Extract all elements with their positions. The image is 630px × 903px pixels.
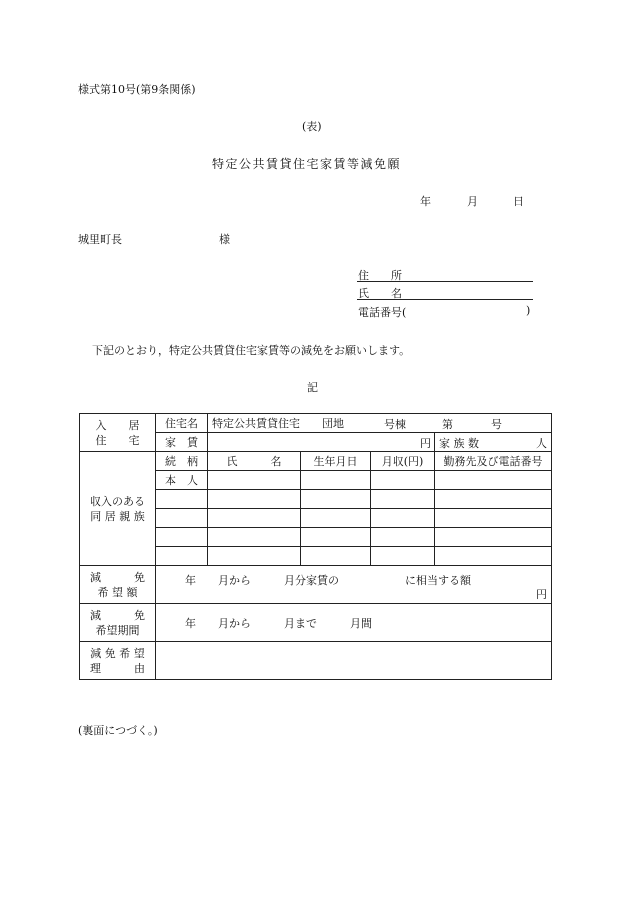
resident-housing-label: 入 居 住 宅 bbox=[80, 414, 156, 452]
cell-input[interactable] bbox=[435, 490, 552, 509]
rent-yen-unit: 円 bbox=[420, 437, 431, 450]
continued-note: (裏面につづく。) bbox=[78, 724, 158, 737]
housing-name-label: 住宅名 bbox=[156, 414, 208, 433]
applicant-address-label: 住 所 bbox=[358, 269, 402, 282]
document-title: 特定公共賃貸住宅家賃等減免願 bbox=[212, 157, 402, 171]
date-month: 月 bbox=[467, 195, 478, 208]
front-side-label: (表) bbox=[302, 120, 322, 133]
family-count-unit: 人 bbox=[536, 437, 547, 450]
table-row bbox=[80, 566, 552, 604]
table-row bbox=[80, 642, 552, 680]
cell-input[interactable] bbox=[301, 490, 371, 509]
cell-input[interactable] bbox=[156, 490, 208, 509]
ki-heading: 記 bbox=[307, 381, 318, 394]
reduction-request-table bbox=[79, 413, 552, 680]
building-label: 号棟 bbox=[384, 418, 406, 431]
reduction-period-label: 減 免 希望期間 bbox=[80, 604, 156, 642]
table-row bbox=[80, 604, 552, 642]
cell-input[interactable] bbox=[435, 509, 552, 528]
unit-suffix: 号 bbox=[491, 418, 502, 431]
rent-field[interactable] bbox=[208, 433, 435, 452]
cell-input[interactable] bbox=[301, 528, 371, 547]
addressee-honorific: 様 bbox=[219, 233, 230, 246]
addressee-name: 城里町長 bbox=[78, 233, 122, 246]
cell-input[interactable] bbox=[301, 547, 371, 566]
monthly-income-header: 月収(円) bbox=[371, 452, 435, 471]
request-statement: 下記のとおり，特定公共賃貸住宅家賃等の減免をお願いします。 bbox=[92, 344, 411, 357]
cell-input[interactable] bbox=[208, 547, 301, 566]
reduction-amount-field[interactable] bbox=[156, 566, 552, 604]
reduction-period-text: 年 月から 月まで 月間 bbox=[185, 616, 372, 630]
applicant-phone-close: ) bbox=[526, 304, 531, 317]
table-row bbox=[80, 452, 552, 471]
applicant-address-line bbox=[357, 281, 533, 282]
applicant-name-line bbox=[357, 299, 533, 300]
relation-header: 続 柄 bbox=[156, 452, 208, 471]
reduction-amount-text: 年 月から 月分家賃の に相当する額 bbox=[185, 574, 471, 587]
cell-input[interactable] bbox=[301, 471, 371, 490]
housing-name-value: 特定公共賃貸住宅 団地 bbox=[212, 417, 344, 430]
form-number: 様式第10号(第9条関係) bbox=[78, 83, 196, 96]
date-year: 年 bbox=[420, 195, 431, 208]
cell-input[interactable] bbox=[435, 471, 552, 490]
cell-input[interactable] bbox=[208, 509, 301, 528]
reduction-amount-yen-unit: 円 bbox=[536, 588, 547, 601]
cell-input[interactable] bbox=[156, 547, 208, 566]
cell-input[interactable] bbox=[435, 547, 552, 566]
applicant-phone-label: 電話番号( bbox=[358, 306, 407, 319]
cell-input[interactable] bbox=[208, 528, 301, 547]
workplace-phone-header: 勤務先及び電話番号 bbox=[435, 452, 552, 471]
birthdate-header: 生年月日 bbox=[301, 452, 371, 471]
cell-input[interactable] bbox=[208, 471, 301, 490]
cell-input[interactable] bbox=[371, 471, 435, 490]
applicant-name-label: 氏 名 bbox=[358, 287, 402, 300]
cell-input[interactable] bbox=[208, 490, 301, 509]
cell-input[interactable] bbox=[156, 509, 208, 528]
cohabitants-label: 収入のある 同 居 親 族 bbox=[80, 452, 156, 566]
reduction-reason-field[interactable] bbox=[156, 642, 552, 680]
cell-input[interactable] bbox=[435, 528, 552, 547]
reduction-period-field[interactable] bbox=[156, 604, 552, 642]
family-count-label: 家 族 数 bbox=[439, 437, 479, 450]
reduction-amount-label: 減 免 希 望 額 bbox=[80, 566, 156, 604]
cell-input[interactable] bbox=[371, 509, 435, 528]
cell-input[interactable] bbox=[371, 547, 435, 566]
housing-name-field[interactable] bbox=[208, 414, 552, 433]
cell-input[interactable] bbox=[156, 528, 208, 547]
cell-input[interactable] bbox=[301, 509, 371, 528]
cell-input[interactable] bbox=[371, 528, 435, 547]
self-label: 本 人 bbox=[156, 471, 208, 490]
cell-input[interactable] bbox=[371, 490, 435, 509]
reduction-reason-label: 減 免 希 望 理 由 bbox=[80, 642, 156, 680]
rent-label: 家 賃 bbox=[156, 433, 208, 452]
unit-prefix: 第 bbox=[442, 418, 453, 431]
name-header: 氏 名 bbox=[208, 452, 301, 471]
date-day: 日 bbox=[513, 195, 524, 208]
family-count-field[interactable] bbox=[435, 433, 552, 452]
table-row bbox=[80, 414, 552, 433]
